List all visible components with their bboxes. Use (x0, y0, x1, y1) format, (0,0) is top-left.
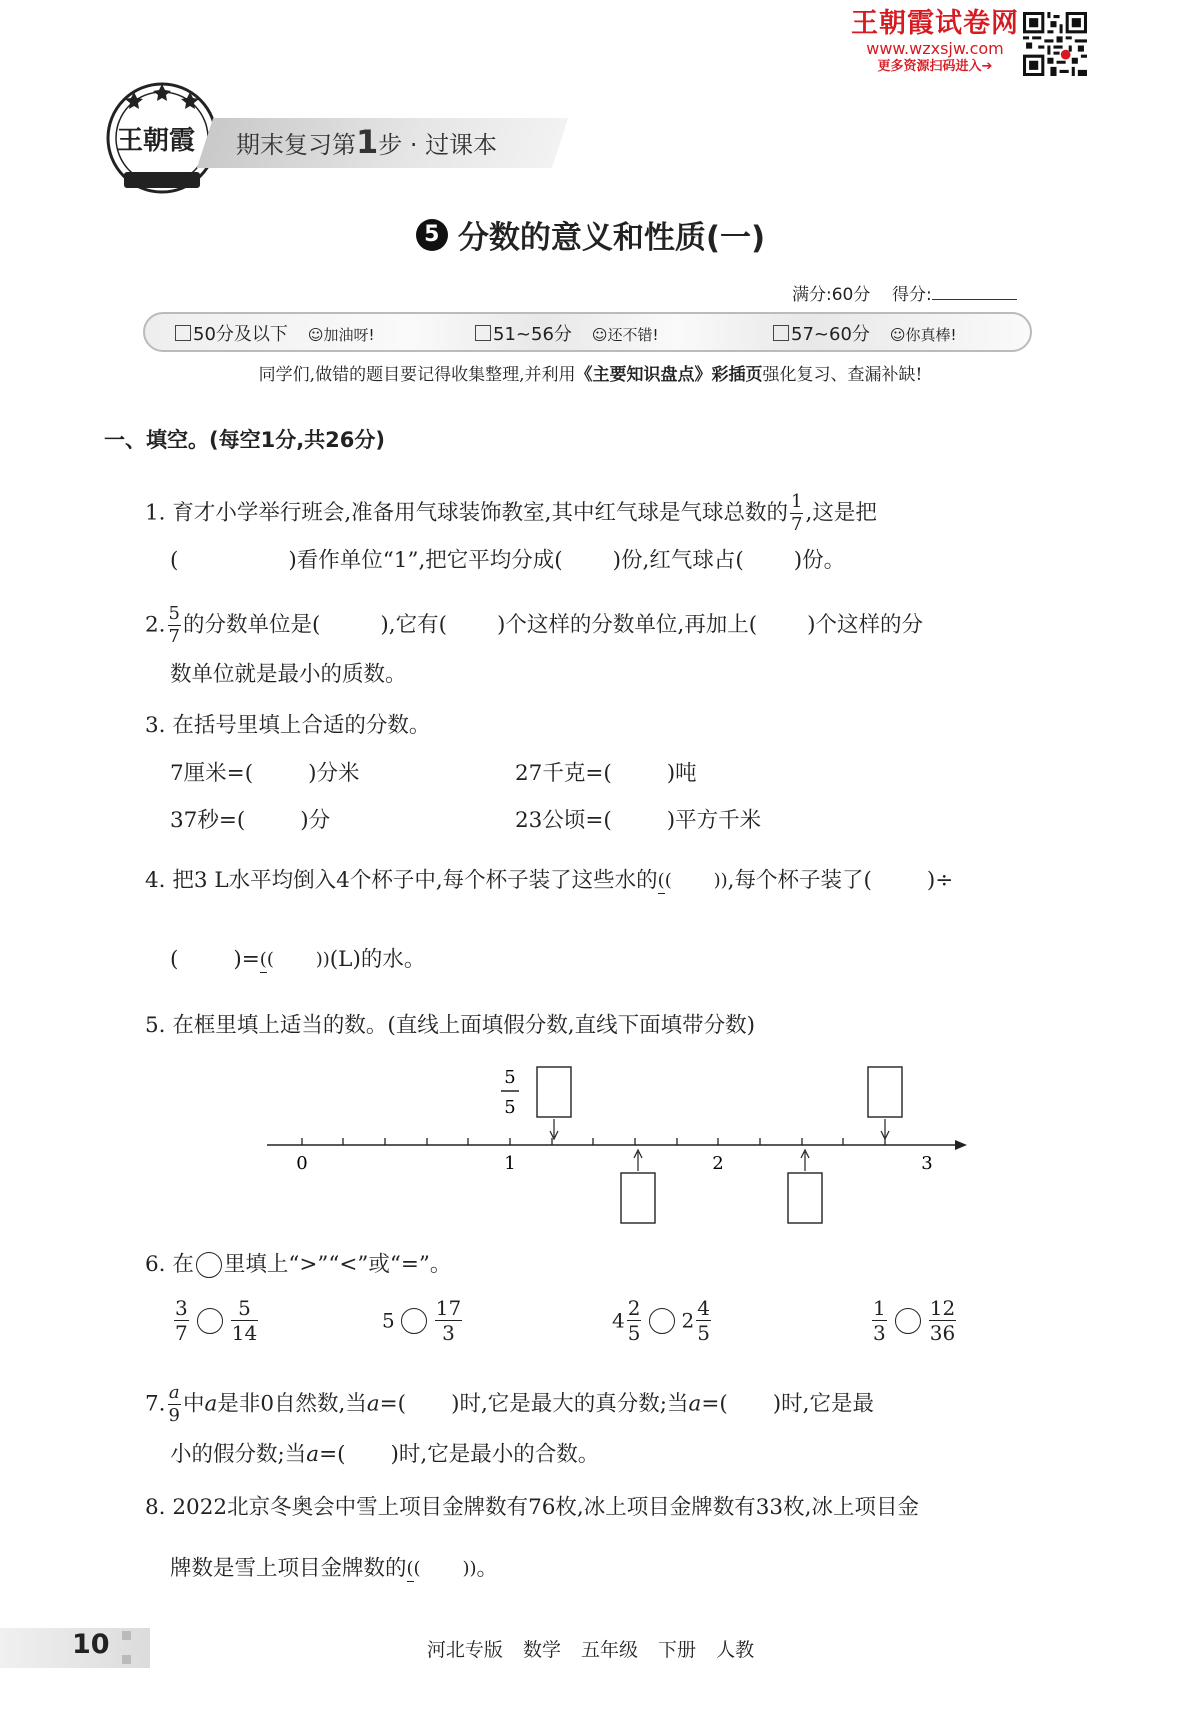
rating-item: 50分及以下 ☺加油呀! (175, 320, 375, 346)
question-6: 6. 在 里填上“>”“<”或“=”。 (145, 1252, 452, 1277)
question-8: 8. 2022北京冬奥会中雪上项目金牌数有76枚,冰上项目金牌数有33枚,冰上项目金 (145, 1495, 919, 1520)
brand-block (850, 8, 1020, 76)
logo-text: 王朝霞 (117, 126, 196, 156)
page-number: 10 (72, 1629, 110, 1660)
answer-box[interactable] (537, 1067, 571, 1117)
checkbox[interactable] (175, 325, 191, 341)
question-8-line-2: 牌数是雪上项目金牌数的( ) ( ) 。 (170, 1556, 499, 1581)
answer-box[interactable] (788, 1173, 822, 1223)
question-1-line-2: ( )看作单位“1”,把它平均分成( )份,红气球占( )份。 (170, 548, 846, 573)
banner-title: 期末复习第1步 · 过课本 (236, 123, 498, 161)
marker-fraction-numerator: 5 (504, 1067, 516, 1088)
question-7: 7. $\frac{a}{9}$ 中a是非0自然数,当a=( )时,它是最大的真分数;当a=( )时,它是最 (145, 1382, 874, 1426)
question-3: 3. 在括号里填上合适的分数。 (145, 713, 431, 738)
compare-circle[interactable] (197, 1308, 223, 1334)
answer-box[interactable] (621, 1173, 655, 1223)
tick-label: 0 (296, 1153, 308, 1174)
brand-url[interactable]: www.wzxsjw.com (866, 39, 1004, 58)
checkbox[interactable] (475, 325, 491, 341)
arrow-right-icon (955, 1140, 967, 1150)
question-4-line-2: ( )=( ) ( ) (L)的水。 (170, 947, 426, 972)
compare-circle[interactable] (649, 1308, 675, 1334)
fraction-blank[interactable]: ( ) ( ) (407, 1560, 477, 1578)
brand-name: 王朝霞试卷网 (851, 8, 1019, 39)
checkbox[interactable] (773, 325, 789, 341)
compare-2: 5 $\frac{17}{3}$ (382, 1296, 462, 1345)
question-4: 4. 把3 L水平均倒入4个杯子中,每个杯子装了这些水的( ) ( ) ,每个杯子装了( )÷ (145, 868, 954, 893)
marker-fraction-denominator: 5 (504, 1097, 516, 1118)
tick-label: 1 (504, 1153, 516, 1174)
unit-title-text: 分数的意义和性质(一) (457, 220, 766, 256)
rating-item: 51~56分 ☺还不错! (475, 320, 659, 346)
smile-icon: ☺ (591, 326, 608, 344)
number-line (255, 1055, 975, 1230)
question-5: 5. 在框里填上适当的数。(直线上面填假分数,直线下面填带分数) (145, 1013, 755, 1038)
full-score: 满分:60分 (792, 285, 871, 305)
question-3-d: 23公顷=( )平方千米 (515, 808, 762, 833)
compare-circle[interactable] (895, 1308, 921, 1334)
fraction-blank[interactable]: ( ) ( ) (260, 951, 330, 969)
smile-icon: ☺ (307, 326, 324, 344)
compare-1: $\frac{3}{7}$ $\frac{5}{14}$ (175, 1296, 258, 1345)
unit-title (0, 212, 1181, 257)
smile-icon: ☺ (889, 326, 906, 344)
rating-item: 57~60分 ☺你真棒! (773, 320, 957, 346)
question-2-line-2: 数单位就是最小的质数。 (170, 662, 407, 687)
footer-info: 河北专版 数学 五年级 下册 人教 (426, 1639, 755, 1661)
score-field[interactable] (932, 285, 1017, 300)
question-3-c: 37秒=( )分 (170, 808, 331, 833)
rating-bar (143, 312, 1032, 352)
question-3-a: 7厘米=( )分米 (170, 761, 360, 786)
circle-icon (196, 1252, 222, 1278)
question-2: 2. $\frac{5}{7}$ 的分数单位是( ),它有( )个这样的分数单位,再加上( )个这样的分 (145, 603, 923, 647)
compare-4: $\frac{1}{3}$ $\frac{12}{36}$ (873, 1296, 956, 1345)
score-label: 得分: (891, 285, 932, 305)
answer-box[interactable] (868, 1067, 902, 1117)
unit-number: 5 (416, 219, 448, 251)
notice-text: 同学们,做错的题目要记得收集整理,并利用《主要知识盘点》彩插页强化复习、查漏补缺! (258, 365, 923, 385)
question-7-line-2: 小的假分数;当a=( )时,它是最小的合数。 (170, 1442, 600, 1467)
question-1: 1. 育才小学举行班会,准备用气球装饰教室,其中红气球是气球总数的 $\frac{1}{7}$ ,这是把 (145, 491, 877, 535)
question-3-b: 27千克=( )吨 (515, 761, 697, 786)
score-line (792, 280, 1017, 305)
compare-3: 4 $\frac{2}{5}$ 2 $\frac{4}{5}$ (612, 1296, 710, 1345)
tick-marks (302, 1138, 885, 1145)
compare-circle[interactable] (401, 1308, 427, 1334)
qr-code-icon[interactable] (1023, 12, 1087, 76)
brand-tip: 更多资源扫码进入➔ (877, 59, 993, 74)
tick-label: 2 (712, 1153, 724, 1174)
fraction-blank[interactable]: ( ) ( ) (658, 872, 728, 890)
section-heading: 一、填空。(每空1分,共26分) (104, 428, 386, 452)
tick-label: 3 (921, 1153, 933, 1174)
